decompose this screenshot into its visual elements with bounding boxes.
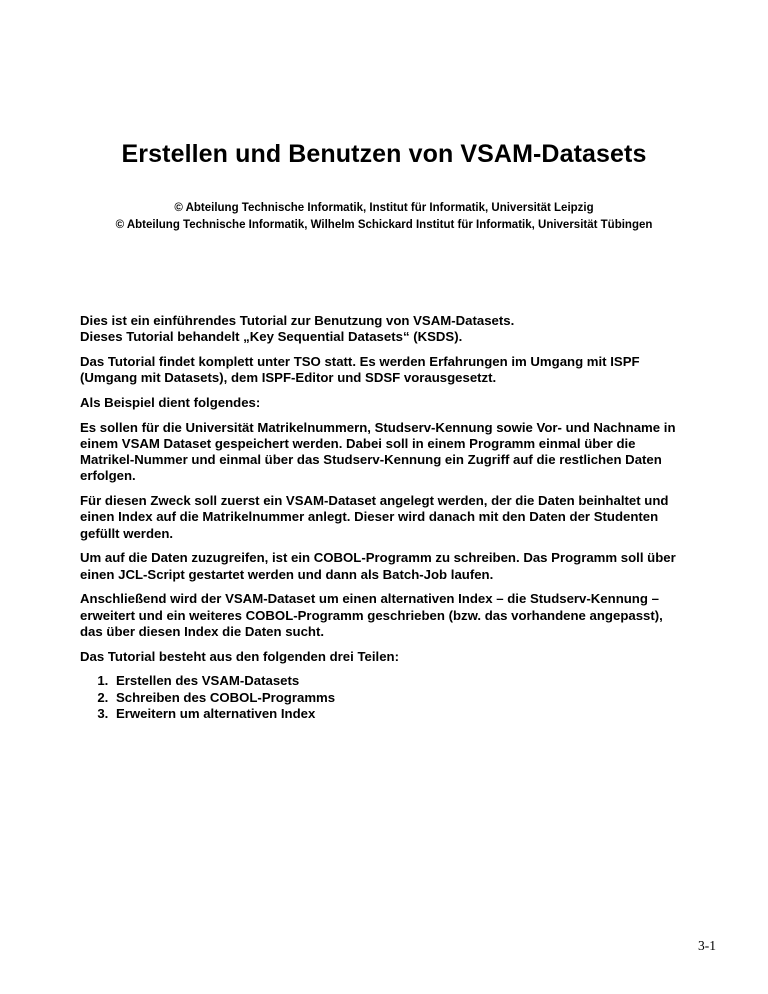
paragraph-intro xyxy=(80,313,720,345)
paragraph-line: einen Index auf die Matrikelnummer anlegt. Dieser wird danach mit den Daten der Studenten xyxy=(80,509,659,525)
paragraph-line: Dies ist ein einführendes Tutorial zur Benutzung von VSAM-Datasets. xyxy=(80,313,515,328)
paragraph-cobol xyxy=(80,550,720,582)
paragraph-line: Dieses Tutorial behandelt „Key Sequential Datasets“ (KSDS). xyxy=(80,329,463,345)
paragraph-line: Es sollen für die Universität Matrikelnummern, Studserv-Kennung sowie Vor- und Nachname in xyxy=(80,419,676,435)
paragraph-parts-heading xyxy=(80,649,720,665)
parts-list xyxy=(80,673,720,722)
copyright-block xyxy=(0,200,768,234)
copyright-line-tuebingen: © Abteilung Technische Informatik, Wilhelm Schickard Institut für Informatik, Universität Tübingen xyxy=(115,219,653,231)
paragraph-example xyxy=(80,420,720,485)
list-item: 2. Schreiben des COBOL-Programms xyxy=(112,690,720,706)
paragraph-example-heading xyxy=(80,395,720,411)
paragraph-line: einem VSAM Dataset gespeichert werden. Dabei soll in einem Programm einmal über die xyxy=(80,436,636,451)
paragraph-line: Um auf die Daten zuzugreifen, ist ein COBOL-Programm zu schreiben. Das Programm soll über xyxy=(80,550,676,566)
paragraph-line: Anschließend wird der VSAM-Dataset um einen alternativen Index – die Studserv-Kennung – xyxy=(80,591,659,607)
document-title: Erstellen und Benutzen von VSAM-Datasets xyxy=(121,140,647,168)
paragraph-line: erfolgen. xyxy=(80,468,136,484)
paragraph-alternate-index xyxy=(80,591,720,640)
paragraph-line: Matrikel-Nummer und einmal über das Studserv-Kennung ein Zugriff auf die restlichen Daten xyxy=(80,452,662,468)
paragraph-line: Für diesen Zweck soll zuerst ein VSAM-Dataset angelegt werden, der die Daten beinhaltet und xyxy=(80,493,669,509)
list-item: 1. Erstellen des VSAM-Datasets xyxy=(112,673,720,689)
copyright-line-leipzig: © Abteilung Technische Informatik, Institut für Informatik, Universität Leipzig xyxy=(174,202,594,214)
paragraph-line: Das Tutorial besteht aus den folgenden drei Teilen: xyxy=(80,648,399,664)
document-body xyxy=(80,313,720,722)
paragraph-line: (Umgang mit Datasets), dem ISPF-Editor und SDSF vorausgesetzt. xyxy=(80,370,497,386)
paragraph-line: Als Beispiel dient folgendes: xyxy=(80,395,261,410)
paragraph-line: erweitert und ein weiteres COBOL-Programm geschrieben (bzw. das vorhandene angepasst), xyxy=(80,607,663,623)
list-item: 3. Erweitern um alternativen Index xyxy=(112,706,720,722)
paragraph-prerequisites xyxy=(80,354,720,386)
paragraph-purpose xyxy=(80,493,720,542)
paragraph-line: das über diesen Index die Daten sucht. xyxy=(80,623,325,639)
page-number: 3-1 xyxy=(698,938,716,953)
paragraph-line: gefüllt werden. xyxy=(80,525,174,541)
paragraph-line: Das Tutorial findet komplett unter TSO statt. Es werden Erfahrungen im Umgang mit ISPF xyxy=(80,354,640,369)
paragraph-line: einen JCL-Script gestartet werden und dann als Batch-Job laufen. xyxy=(80,566,494,582)
